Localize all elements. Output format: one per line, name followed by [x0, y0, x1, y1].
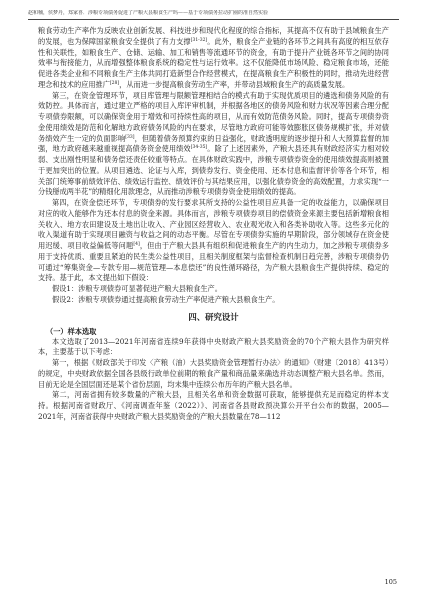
hypothesis-2: 假设2：涉粮专项债券通过提高粮食劳动生产率促进产粮大县粮食生产。	[52, 294, 280, 304]
header-rule	[28, 19, 399, 20]
hypothesis-1: 假设1：涉粮专项债券可显著促进产粮大县粮食生产。	[52, 284, 222, 293]
citation: [34-35]	[190, 145, 208, 151]
body-paragraph: 粮食劳动生产率作为反映农业创新发展、科技进步和现代化程度的综合指标，其提高不仅有助于县域粮食生产的发展，也为保障国家粮食安全提供了有力支撑[31-32]。此外，粮食全产业链的各环节之间具有高度的相互依存性和关联性，如粮食生产、仓储、运输、加工和销售等流通环节的资金，有助于提升产业链各环节之间的协同效率与衔接能力，从而增强整体粮食系统的稳定性与运行效率。这不仅能降低市场风险、稳定粮食市场，还能促进各类企业和不同粮食生产主体共同打造新型合作经营模式，在提高粮食生产积极性的同时，推动先进经营理念和技术的应用推广[28]，从而进一步提高粮食劳动生产率，并带动县域粮食生产的高质量发展。	[38, 26, 389, 89]
running-header-text: 赵和楠，侯梦丹，郑家喜．涉粮专项债务促进了产粮大县粮食生产吗——基于专项债务拉动扩圈的准自然实验	[28, 10, 269, 16]
citation: [31-32]	[190, 37, 208, 43]
body-paragraph: 第四，在资金偿还环节，专项债券的发行要求其所支持的公益性项目应具备一定的收益能力，以确保项目对应的收入能够作为还本付息的资金来源。具体而言，涉粮专项债券项目的偿债资金来源主要包括新增粮食相关收入、地方农田建设及土地出让收入、产业园区经营收入、农业观光收入和各类补助收入等。这些多元化的收入渠道有助于实现项目融资与收益之间的动态平衡。尽管在专项债券实施的早期阶段，部分领域存在资金使用迟缓、项目收益偏低等问题[4]，但由于产粮大县具有组织和促进粮食生产的内生动力，加之涉粮专项债券多用于支持优质、重要且紧迫的民生类公益性项目，且相关制度框架与监督检查机制日趋完善，涉粮专项债券仍可通过“筹集资金—专款专用—规范管理—本息偿还”的良性循环路径，为产粮大县粮食生产提供持续、稳定的支持。基于此，本文提出如下假设：	[38, 198, 389, 283]
article-body	[38, 26, 389, 423]
body-paragraph: 第一，根据《财政部关于印发〈产粮（油）大县奖励资金管理暂行办法〉的通知》（财建〔2018〕413号）的规定，中央财政依据全国各县级行政单位前期的粮食产量和商品量来确选并动态调整产粮大县名单。然而，目前无论是全国层面还是某个省份层面，均未集中连续公布历年的产粮大县名单。	[38, 358, 389, 389]
body-paragraph: 第三，在资金管理环节，项目库管理与限额管理相结合的模式有助于实现优质项目的遴选和债务风险的有效防控。具体而言，通过建立严格的项目入库评审机制，并根据各地区的债务风险和财力状况等因素合理分配专项债券限额，可以确保资金用于增效和可持续性高的项目，从而有效防范债务风险。同时，提高专项债券资金使用绩效是防范和化解地方政府债务风险的内在要求，尽管地方政府可能等效膨胀区债务规模扩张，并对债务绩效产生一定的负面影响[33]，但随着债务预算约束的日益强化，财政透明度的逐步提升和人大预算监督的加强，地方政府越来越重视提高债务资金使用绩效[34-35]。除了上述因素外，产粮大县还具有财政经济实力相对较弱、支出刚性明显和债务偿还责任较重等特点。在具体财政实践中，涉粮专项债券资金的使用绩效提高则被置于更加突出的位置。从项目遴选、论证与入库，到债券发行、资金使用、还本付息和监督评价等各个环节，相关部门统筹事前绩效评估、绩效运行监控、绩效评价与其结果应用，以强化债券资金的高效配置，力求实现“一分钱掰成两半花”的精细化用款理念，从而推动涉粮专项债券资金使用绩效的提高。	[38, 90, 389, 197]
section-title: 四、研究设计	[188, 311, 239, 322]
running-header	[28, 10, 399, 17]
page-number: 105	[384, 578, 397, 586]
citation: [33]	[125, 134, 135, 140]
citation: [28]	[109, 80, 120, 86]
body-paragraph: 本文选取了2013—2021年河南省连续9年获得中央财政产粮大县奖励资金的70个产粮大县作为研究样本，主要基于以下考虑：	[38, 336, 389, 357]
body-paragraph: 第二，河南省拥有较多数量的产粮大县，且相关名单和资金数据可获取，能够提供充足而稳定的样本支持。根据河南省财政厅、《河南调查年鉴（2022）》、河南省各县财政预决算公开平台公布的数据，2005—2021年，河南省获得中央财政产粮大县奖励资金的产粮大县数量在78—112	[38, 390, 389, 421]
subsection-title: （一）样本选取	[46, 326, 97, 336]
citation: [4]	[133, 242, 140, 247]
